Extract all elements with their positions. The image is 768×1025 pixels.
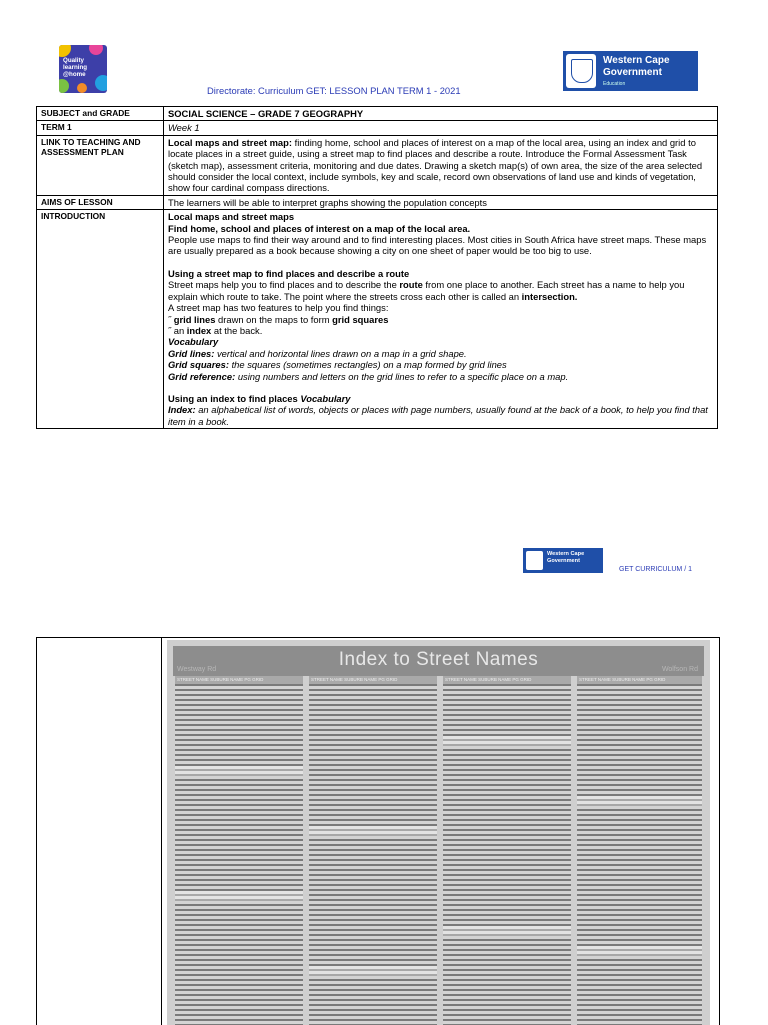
subject-grade: SOCIAL SCIENCE – GRADE 7 GEOGRAPHY [164, 107, 718, 121]
table-row [37, 135, 718, 195]
index-heading: Using an index to find places Vocabulary [168, 392, 351, 404]
index-column: STREET NAME SUBURB NAME PG GRID [443, 676, 571, 1025]
quality-learning-logo [59, 45, 107, 93]
index-column: STREET NAME SUBURB NAME PG GRID [309, 676, 437, 1025]
scan-side-left: Westway Rd [177, 666, 217, 673]
feature-grid-lines: ˝ grid lines drawn on the maps to form grid squares [168, 313, 389, 325]
lesson-plan-table [36, 106, 718, 429]
introduction-content [164, 210, 718, 429]
directorate-title: Directorate: Curriculum GET: LESSON PLAN TERM 1 - 2021 [207, 85, 461, 96]
intro-subheading: Find home, school and places of interest on a map of the local area. [168, 222, 471, 234]
vocab-grid-squares: Grid squares: the squares (sometimes rectangles) on a map formed by grid lines [168, 359, 507, 371]
street-index-scan-image [167, 640, 710, 1025]
scan-index-columns [173, 676, 704, 1025]
vocabulary-heading: Vocabulary [168, 336, 219, 348]
lesson-aims: The learners will be able to interpret graphs showing the population concepts [164, 195, 718, 209]
teaching-plan-link [164, 135, 718, 195]
western-cape-government-logo [563, 51, 698, 91]
index-column: STREET NAME SUBURB NAME PG GRID [175, 676, 303, 1025]
scan-header-bar [173, 646, 704, 676]
logo-left-text: Quality learning @home [63, 57, 88, 78]
coat-of-arms-icon [566, 54, 596, 88]
second-page-table [36, 637, 720, 1025]
table-row [37, 107, 718, 121]
features-intro: A street map has two features to help you find things: [168, 302, 389, 314]
intro-heading: Local maps and street maps [168, 211, 295, 223]
empty-label-cell [37, 638, 162, 1025]
vocab-grid-reference: Grid reference: using numbers and letters on the grid lines to refer to a specific place on a map. [168, 370, 569, 382]
row-label: SUBJECT and GRADE [37, 107, 164, 121]
row-label: LINK TO TEACHING AND ASSESSMENT PLAN [37, 135, 164, 195]
footer-government-logo [523, 548, 603, 573]
index-column: STREET NAME SUBURB NAME PG GRID [577, 676, 702, 1025]
coat-of-arms-icon [526, 551, 543, 570]
vocab-index: Index: an alphabetical list of words, objects or places with page numbers, usually found at the back of a book, to help you find that item in a book. [168, 404, 708, 427]
department-name: Education [603, 81, 626, 87]
scan-title: Index to Street Names [338, 649, 539, 670]
row-label: TERM 1 [37, 121, 164, 135]
feature-index: ˝ an index at the back. [168, 324, 263, 336]
government-name: Western Cape Government [603, 55, 670, 78]
table-row [37, 195, 718, 209]
footer-page-label: GET CURRICULUM / 1 [619, 566, 692, 573]
route-paragraph: Street maps help you to find places and to describe the route from one place to another. Each street has a name to help you explain which route to take. The point where the streets cross each other is called an intersection. [168, 279, 685, 302]
term-week: Week 1 [164, 121, 718, 135]
vocab-grid-lines: Grid lines: vertical and horizontal lines drawn on a map in a grid shape. [168, 347, 467, 359]
teaching-plan-text: finding home, school and places of interest on a map of the local area, using an index and grid to locate places in a street guide, using a street map to find places and describe a route. Introduce the Formal Assessment Task (sketch map), assessment criteria, monitoring and due dates. Drawing a sketch map(s) of own area, the size of the area selected should consider the local context, include symbols, key and scale, record own observations of land use and kinds of vegetation, show four cardinal compass directions. [168, 136, 703, 194]
intro-paragraph: People use maps to find their way around and to find interesting places. Most cities in South Africa have street maps. These maps are usually prepared as a book because showing a city on one sheet of paper would be too big to use. [168, 234, 707, 257]
row-label: AIMS OF LESSON [37, 195, 164, 209]
scan-side-right: Wolfson Rd [661, 666, 698, 673]
teaching-plan-lead: Local maps and street map: [168, 136, 292, 148]
table-row [37, 121, 718, 135]
table-row [37, 210, 718, 429]
row-label: INTRODUCTION [37, 210, 164, 429]
footer-logo-name: Western Cape Government [547, 551, 585, 564]
route-heading: Using a street map to find places and describe a route [168, 267, 410, 279]
